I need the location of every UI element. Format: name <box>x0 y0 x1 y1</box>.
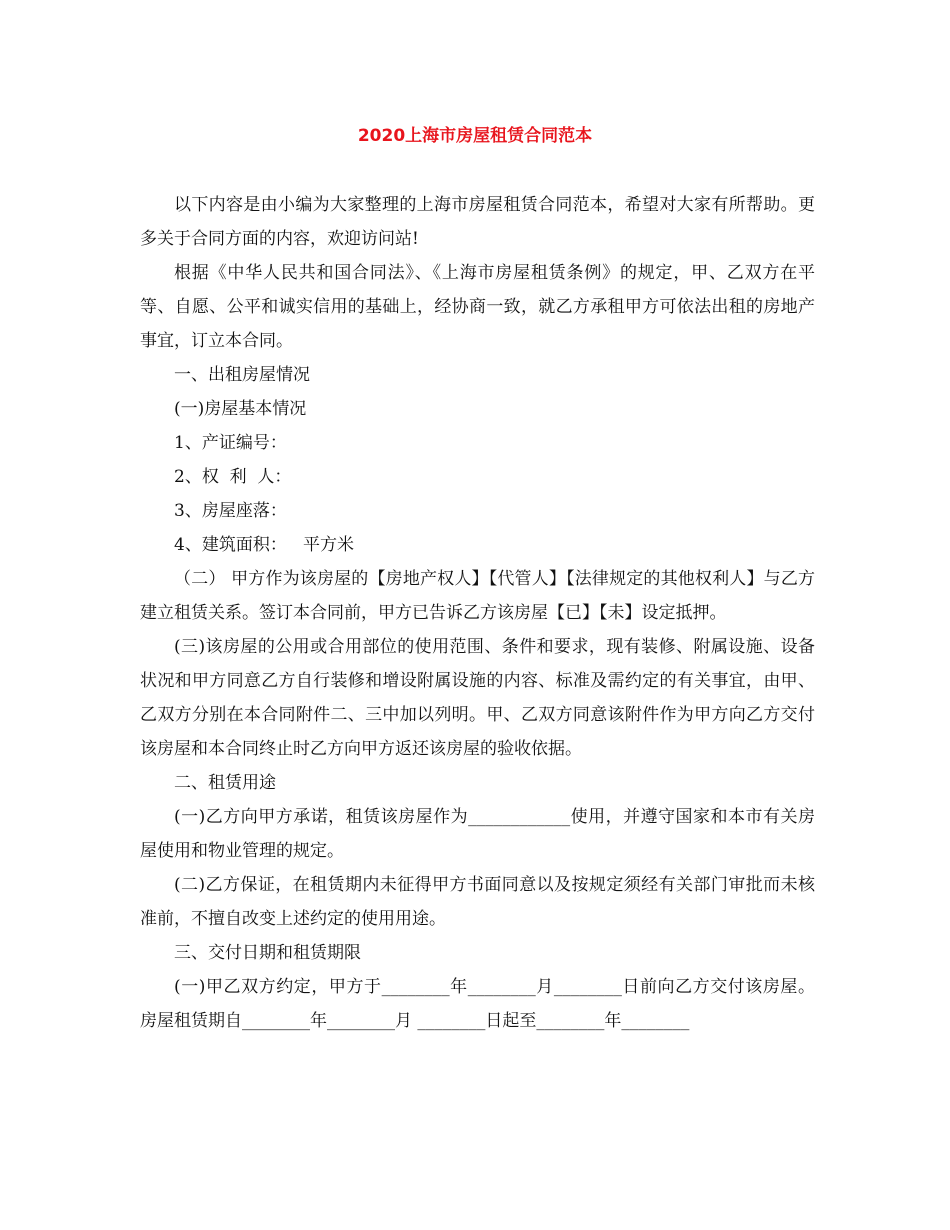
section-heading-2: 二、租赁用途 <box>174 773 276 793</box>
paragraph-2-2: (二)乙方保证，在租赁期内未征得甲方书面同意以及按规定须经有关部门审批而未核准前，不擅自改变上述约定的使用用途。 <box>140 875 815 929</box>
paragraph-1-2: （二） 甲方作为该房屋的【房地产权人】【代管人】【法律规定的其他权利人】与乙方建立租赁关系。签订本合同前，甲方已告诉乙方该房屋【已】【未】设定抵押。 <box>140 569 815 623</box>
subsection-heading-1-1: (一)房屋基本情况 <box>174 399 307 419</box>
paragraph-3-1: (一)甲乙双方约定，甲方于________年________月________日前向乙方交付该房屋。房屋租赁期自________年________月 ________日起至________年________ <box>140 977 815 1031</box>
section-heading-1: 一、出租房屋情况 <box>174 365 310 385</box>
field-location: 3、房屋座落： <box>174 501 287 521</box>
paragraph-1-3: (三)该房屋的公用或合用部位的使用范围、条件和要求，现有装修、附属设施、设备状况和甲方同意乙方自行装修和增设附属设施的内容、标准及需约定的有关事宜，由甲、乙双方分别在本合同附件二、三中加以列明。甲、乙双方同意该附件作为甲方向乙方交付该房屋和本合同终止时乙方向甲方返还该房屋的验收依据。 <box>140 637 815 759</box>
document-body <box>140 188 815 1038</box>
field-cert-number: 1、产证编号： <box>174 433 287 453</box>
paragraph-basis: 根据《中华人民共和国合同法》、《上海市房屋租赁条例》的规定，甲、乙双方在平等、自愿、公平和诚实信用的基础上，经协商一致，就乙方承租甲方可依法出租的房地产事宜，订立本合同。 <box>140 263 815 351</box>
paragraph-intro: 以下内容是由小编为大家整理的上海市房屋租赁合同范本，希望对大家有所帮助。更多关于合同方面的内容，欢迎访问站! <box>140 195 815 249</box>
field-owner: 2、权 利 人： <box>174 467 292 487</box>
paragraph-2-1: (一)乙方向甲方承诺，租赁该房屋作为____________使用，并遵守国家和本市有关房屋使用和物业管理的规定。 <box>140 807 815 861</box>
field-area: 4、建筑面积： 平方米 <box>174 535 355 555</box>
document-title: 2020上海市房屋租赁合同范本 <box>357 126 593 146</box>
section-heading-3: 三、交付日期和租赁期限 <box>174 943 361 963</box>
